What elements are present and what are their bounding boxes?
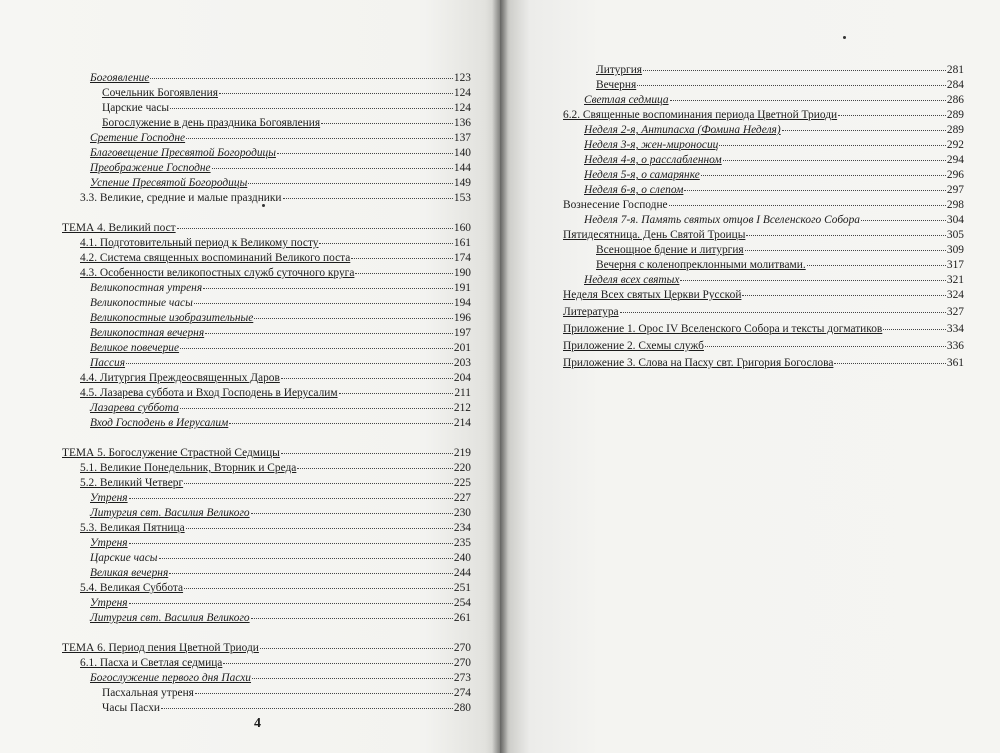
toc-entry: Утреня 254 <box>90 597 471 609</box>
toc-entry: Литургия 281 <box>596 64 964 76</box>
book-spine-shadow <box>492 0 508 753</box>
toc-theme-heading: ТЕМА 6. Период пения Цветной Триоди 270 <box>62 642 471 654</box>
toc-entry: Неделя 7-я. Память святых отцов I Вселенского Собора 304 <box>584 214 964 226</box>
toc-entry: 4.5. Лазарева суббота и Вход Господень в Иерусалим 211 <box>80 387 471 399</box>
toc-entry: Благовещение Пресвятой Богородицы 140 <box>90 147 471 159</box>
toc-entry: Великопостная утреня 191 <box>90 282 471 294</box>
toc-entry: Всенощное бдение и литургия 309 <box>596 244 964 256</box>
toc-entry: Пятидесятница. День Святой Троицы 305 <box>563 229 964 241</box>
paper-speck <box>843 36 846 39</box>
toc-entry: Вознесение Господне 298 <box>563 199 964 211</box>
toc-entry: 4.3. Особенности великопостных служб суточного круга 190 <box>80 267 471 279</box>
toc-entry: Великая вечерня 244 <box>90 567 471 579</box>
table-of-contents-right <box>500 0 1000 753</box>
toc-entry: Неделя всех святых 321 <box>584 274 964 286</box>
toc-entry: Пассия 203 <box>90 357 471 369</box>
toc-entry: Светлая седмица 286 <box>584 94 964 106</box>
toc-entry: 5.1. Великие Понедельник, Вторник и Среда 220 <box>80 462 471 474</box>
toc-entry: Вечерня 284 <box>596 79 964 91</box>
toc-entry: Богослужение первого дня Пасхи 273 <box>90 672 471 684</box>
toc-entry: Сретение Господне 137 <box>90 132 471 144</box>
toc-entry: 5.4. Великая Суббота 251 <box>80 582 471 594</box>
toc-entry: 5.3. Великая Пятница 234 <box>80 522 471 534</box>
toc-entry: Преображение Господне 144 <box>90 162 471 174</box>
toc-entry: Вечерня с коленопреклонными молитвами. 317 <box>596 259 964 271</box>
toc-entry: Неделя 4-я, о расслабленном 294 <box>584 154 964 166</box>
toc-entry: 6.1. Пасха и Светлая седмица 270 <box>80 657 471 669</box>
toc-entry: 4.2. Система священных воспоминаний Великого поста 174 <box>80 252 471 264</box>
paper-speck <box>262 204 265 207</box>
toc-entry: Сочельник Богоявления 124 <box>102 87 471 99</box>
toc-entry: 4.4. Литургия Преждеосвященных Даров 204 <box>80 372 471 384</box>
right-page <box>500 0 1000 753</box>
toc-entry: Великопостные изобразительные 196 <box>90 312 471 324</box>
toc-entry: Неделя 5-я, о самарянке 296 <box>584 169 964 181</box>
toc-entry: Неделя Всех святых Церкви Русской 324 <box>563 289 964 301</box>
toc-entry: 4.1. Подготовительный период к Великому посту 161 <box>80 237 471 249</box>
toc-entry: Неделя 3-я, жен-мироносиц 292 <box>584 139 964 151</box>
toc-entry: Приложение 2. Схемы служб 336 <box>563 340 964 352</box>
toc-entry: 5.2. Великий Четверг 225 <box>80 477 471 489</box>
toc-entry: Великопостные часы 194 <box>90 297 471 309</box>
toc-entry: Утреня 227 <box>90 492 471 504</box>
toc-entry: Часы Пасхи 280 <box>102 702 471 714</box>
toc-entry: Неделя 2-я, Антипасха (Фомина Неделя) 289 <box>584 124 964 136</box>
toc-entry: Литургия свт. Василия Великого 230 <box>90 507 471 519</box>
toc-entry: Литургия свт. Василия Великого 261 <box>90 612 471 624</box>
toc-entry: Приложение 1. Орос IV Вселенского Собора и тексты догматиков 334 <box>563 323 964 335</box>
toc-entry: Богослужение в день праздника Богоявления 136 <box>102 117 471 129</box>
toc-entry: Литература 327 <box>563 306 964 318</box>
toc-entry: Пасхальная утреня 274 <box>102 687 471 699</box>
toc-entry: Лазарева суббота 212 <box>90 402 471 414</box>
toc-entry: 6.2. Священные воспоминания периода Цветной Триоди 289 <box>563 109 964 121</box>
toc-theme-heading: ТЕМА 5. Богослужение Страстной Седмицы 219 <box>62 447 471 459</box>
toc-entry: Успение Пресвятой Богородицы 149 <box>90 177 471 189</box>
toc-theme-heading: ТЕМА 4. Великий пост 160 <box>62 222 471 234</box>
toc-entry: 3.3. Великие, средние и малые праздники 153 <box>80 192 471 204</box>
toc-entry: Приложение 3. Слова на Пасху свт. Григория Богослова 361 <box>563 357 964 369</box>
toc-entry: Царские часы 124 <box>102 102 471 114</box>
toc-entry: Богоявление 123 <box>90 72 471 84</box>
toc-entry: Неделя 6-я, о слепом 297 <box>584 184 964 196</box>
toc-entry: Великопостная вечерня 197 <box>90 327 471 339</box>
toc-entry: Вход Господень в Иерусалим 214 <box>90 417 471 429</box>
toc-entry: Великое повечерие 201 <box>90 342 471 354</box>
toc-entry: Царские часы 240 <box>90 552 471 564</box>
page-number: 4 <box>254 716 261 731</box>
toc-entry: Утреня 235 <box>90 537 471 549</box>
